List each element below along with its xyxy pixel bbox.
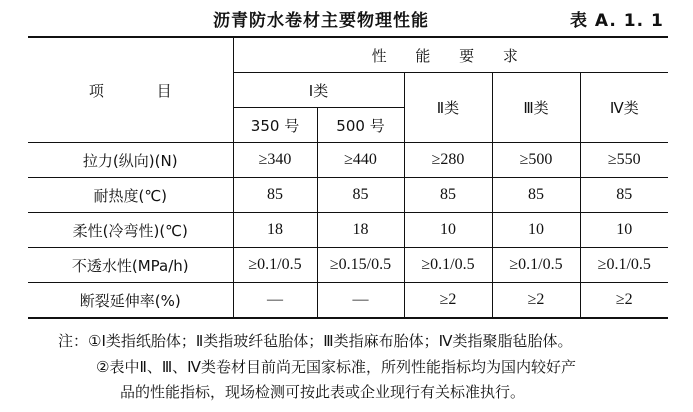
table-row <box>28 283 668 319</box>
row-label: 拉力(纵向)(N) <box>28 143 233 178</box>
table-cell: ≥0.1/0.5 <box>404 248 492 283</box>
properties-table <box>28 36 668 319</box>
table-cell: — <box>317 283 404 319</box>
table-cell: 85 <box>317 178 404 213</box>
header-class2: Ⅱ类 <box>404 73 492 143</box>
header-row-1 <box>28 37 668 73</box>
header-class3: Ⅲ类 <box>492 73 580 143</box>
table-number: 表 A. 1. 1 <box>570 11 664 31</box>
table-title: 沥青防水卷材主要物理性能 <box>213 11 429 31</box>
table-cell: 85 <box>233 178 317 213</box>
header-item: 项 目 <box>28 37 233 143</box>
table-cell: ≥280 <box>404 143 492 178</box>
table-row <box>28 248 668 283</box>
table-cell: 18 <box>233 213 317 248</box>
row-label: 柔性(冷弯性)(℃) <box>28 213 233 248</box>
note-3: 品的性能指标，现场检测可按此表或企业现行有关标准执行。 <box>120 383 526 401</box>
table-cell: ≥0.1/0.5 <box>492 248 580 283</box>
table-cell: ≥2 <box>492 283 580 319</box>
table-row <box>28 213 668 248</box>
row-label: 断裂延伸率(%) <box>28 283 233 319</box>
table-cell: 85 <box>580 178 668 213</box>
table-cell: ≥550 <box>580 143 668 178</box>
table-row <box>28 178 668 213</box>
note-1: 注：①Ⅰ类指纸胎体；Ⅱ类指玻纤毡胎体；Ⅲ类指麻布胎体；Ⅳ类指聚脂毡胎体。 <box>58 332 573 350</box>
table-cell: 85 <box>404 178 492 213</box>
table-cell: ≥0.15/0.5 <box>317 248 404 283</box>
header-class1-500: 500 号 <box>317 108 404 143</box>
table-cell: ≥340 <box>233 143 317 178</box>
table-cell: 18 <box>317 213 404 248</box>
header-class1-350: 350 号 <box>233 108 317 143</box>
row-label: 耐热度(℃) <box>28 178 233 213</box>
table-cell: 85 <box>492 178 580 213</box>
table-row <box>28 143 668 178</box>
table-cell: 10 <box>580 213 668 248</box>
table-cell: ≥0.1/0.5 <box>233 248 317 283</box>
table-cell: ≥0.1/0.5 <box>580 248 668 283</box>
table-cell: ≥500 <box>492 143 580 178</box>
table-cell: 10 <box>492 213 580 248</box>
table-cell: ≥2 <box>580 283 668 319</box>
table-cell: — <box>233 283 317 319</box>
note-2: ②表中Ⅱ、Ⅲ、Ⅳ类卷材目前尚无国家标准，所列性能指标均为国内较好产 <box>96 358 577 376</box>
table-cell: 10 <box>404 213 492 248</box>
table-cell: ≥2 <box>404 283 492 319</box>
row-label: 不透水性(MPa/h) <box>28 248 233 283</box>
header-class1: Ⅰ类 <box>233 73 404 108</box>
table-cell: ≥440 <box>317 143 404 178</box>
title-row <box>0 0 693 34</box>
header-performance: 性 能 要 求 <box>233 37 668 73</box>
header-class4: Ⅳ类 <box>580 73 668 143</box>
